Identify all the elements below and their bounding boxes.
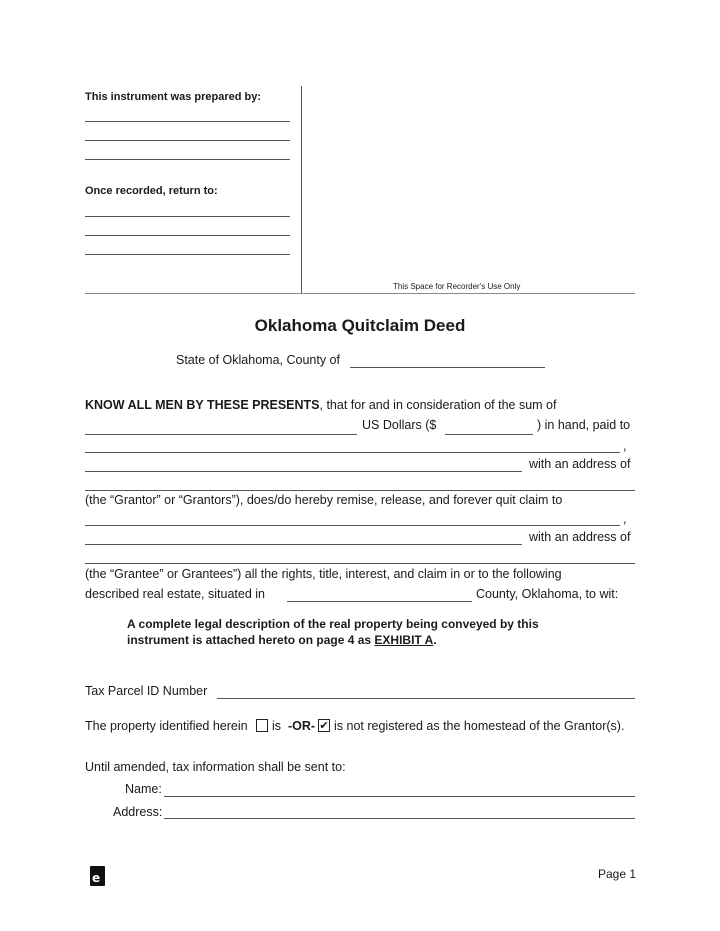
grantor-address-field[interactable]	[85, 490, 635, 491]
grantee-clause: (the “Grantee” or Grantees”) all the rights, title, interest, and claim in or to the following	[85, 567, 562, 581]
legal-desc-end: .	[433, 633, 437, 647]
with-address-label-1: with an address of	[529, 457, 631, 471]
described-suffix: County, Oklahoma, to wit:	[476, 587, 619, 601]
tax-address-field[interactable]	[164, 818, 635, 819]
us-dollars-label: US Dollars ($	[362, 418, 437, 432]
homestead-prefix: The property identified herein	[85, 719, 248, 733]
page-number: Page 1	[598, 867, 637, 881]
with-address-label-2: with an address of	[529, 530, 631, 544]
comma-2: ,	[623, 512, 627, 526]
homestead-is: is	[272, 719, 282, 733]
comma-1: ,	[623, 439, 627, 453]
exhibit-a-link: EXHIBIT A	[374, 633, 434, 647]
prepared-by-line-3[interactable]	[85, 159, 290, 160]
sum-amount-field[interactable]	[445, 434, 533, 435]
name-label: Name:	[125, 782, 162, 796]
homestead-is-checkbox[interactable]	[256, 719, 268, 732]
grantor-clause: (the “Grantor” or “Grantors”), does/do hereby remise, release, and forever quit claim to	[85, 493, 563, 507]
prepared-by-label: This instrument was prepared by:	[85, 91, 262, 103]
county-situated-field[interactable]	[287, 601, 472, 602]
return-to-line-3[interactable]	[85, 254, 290, 255]
homestead-or: -OR-	[288, 719, 316, 733]
eforms-logo-letter: e	[92, 871, 101, 885]
in-hand-paid-label: ) in hand, paid to	[537, 418, 631, 432]
page-title: Oklahoma Quitclaim Deed	[254, 316, 466, 335]
return-to-line-1[interactable]	[85, 216, 290, 217]
eforms-logo	[90, 866, 105, 886]
tax-name-field[interactable]	[164, 796, 635, 797]
described-prefix: described real estate, situated in	[85, 587, 265, 601]
grantor-name-field[interactable]	[85, 452, 620, 453]
state-county-label: State of Oklahoma, County of	[176, 353, 340, 367]
return-to-label: Once recorded, return to:	[85, 185, 218, 197]
grantee-name-field[interactable]	[85, 525, 620, 526]
county-field[interactable]	[350, 367, 545, 368]
legal-desc-text: instrument is attached hereto on page 4 as	[127, 633, 375, 647]
prepared-by-line-1[interactable]	[85, 121, 290, 122]
know-all-paragraph	[85, 398, 556, 412]
tax-info-label: Until amended, tax information shall be sent to:	[85, 760, 346, 774]
sum-words-field[interactable]	[85, 434, 357, 435]
legal-desc-line-1: A complete legal description of the real property being conveyed by this	[127, 617, 539, 631]
header-bottom-rule	[85, 293, 635, 294]
grantee-address-field[interactable]	[85, 563, 635, 564]
homestead-suffix: is not registered as the homestead of the Grantor(s).	[334, 719, 625, 733]
homestead-is-not-checkbox[interactable]: ✔	[319, 720, 329, 732]
grantor-name-field-2[interactable]	[85, 471, 522, 472]
know-all-bold: KNOW ALL MEN BY THESE PRESENTS	[85, 398, 320, 412]
legal-desc-line-2	[127, 633, 437, 647]
tax-parcel-label: Tax Parcel ID Number	[85, 684, 208, 698]
know-all-rest: , that for and in consideration of the sum of	[319, 398, 557, 412]
tax-parcel-field[interactable]	[217, 698, 635, 699]
address-label: Address:	[113, 805, 163, 819]
recorder-divider	[301, 86, 302, 293]
return-to-line-2[interactable]	[85, 235, 290, 236]
prepared-by-line-2[interactable]	[85, 140, 290, 141]
recorder-note: This Space for Recorder's Use Only	[393, 282, 521, 291]
grantee-name-field-2[interactable]	[85, 544, 522, 545]
